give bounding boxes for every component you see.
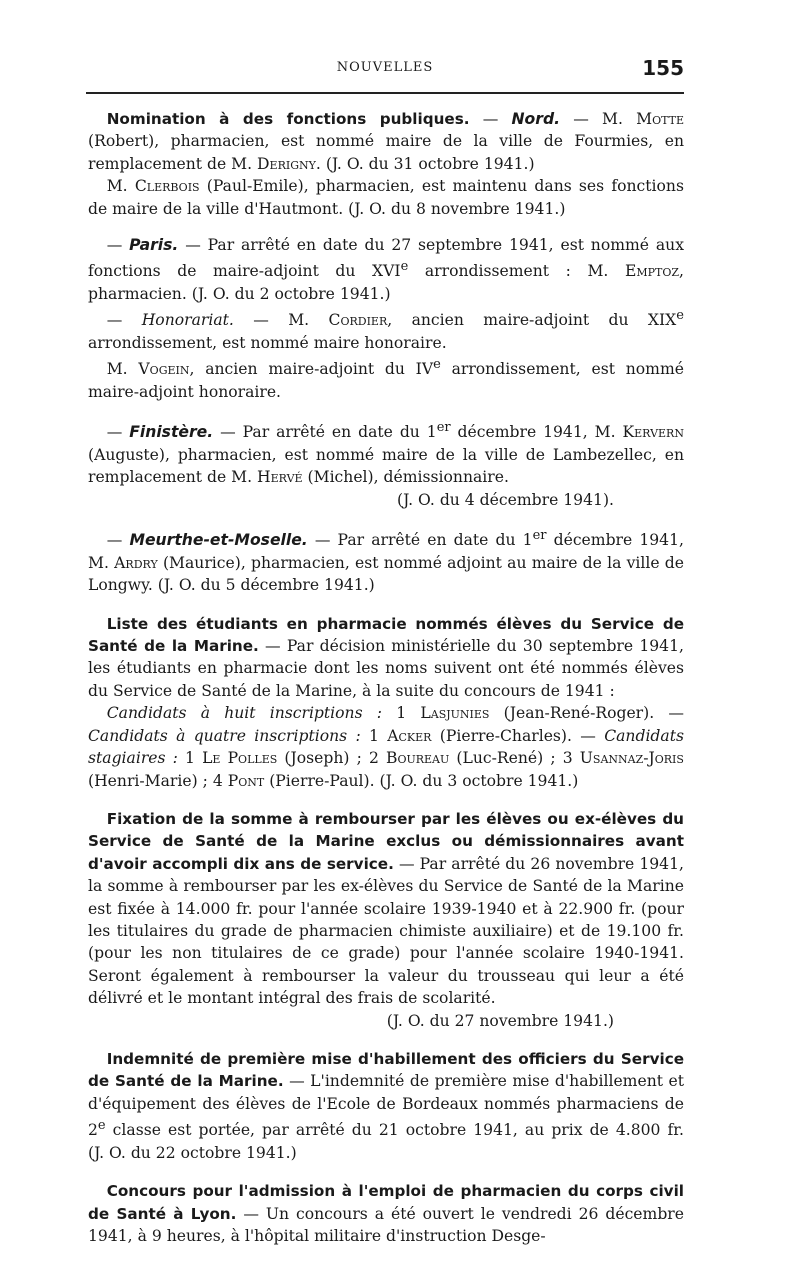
official-journal-ref: (J. O. du 5 décembre 1941.)	[157, 576, 375, 595]
category-label: Candidats stagiaires :	[88, 726, 684, 768]
person-name: Pont	[227, 771, 265, 790]
concours-heading: Concours pour l'admission à l'emploi de pharmacien du corps civil de Santé à Lyon.	[88, 1182, 684, 1223]
official-journal-ref: (J. O. du 27 novembre 1941.)	[386, 1011, 614, 1030]
finistere-paragraph: — Finistère. — Par arrêté en date du 1er décembre 1941, M. Kervern (Auguste), pharmacien, est nommé maire de la ville de Lambezellec, en remplacement de M. Hervé (Michel), démissionnaire. (J. O. du 4 décembre 1941).	[88, 417, 684, 511]
indemnite-paragraph: Indemnité de première mise d'habillement des officiers du Service de Santé de la Marine. — L'indemnité de première mise d'habillement et d'équipement des élèves de l'Ecole de Bordeaux nommés pharmaciens de 2e classe est portée, par arrêté du 21 octobre 1941, au prix de 4.800 fr. (J. O. du 22 octobre 1941.)	[88, 1049, 684, 1162]
nomination-heading: Nomination à des fonctions publiques.	[106, 110, 470, 128]
fixation-heading: Fixation de la somme à rembourser par les élèves ou ex-élèves du Service de Santé de la Marine exclus ou démissionnaires avant d'avoir accompli dix ans de service.	[88, 809, 684, 873]
etudiants-heading: Liste des étudiants en pharmacie nommés élèves du Service de Santé de la Marine.	[88, 614, 684, 656]
region-finistere: Finistère.	[129, 423, 214, 442]
indemnite-heading: Indemnité de première mise d'habillement des officiers du Service de Santé de la Marine.	[88, 1049, 684, 1091]
person-name: Boureau	[386, 749, 450, 768]
paris-paragraph: — Paris. — Par arrêté en date du 27 septembre 1941, est nommé aux fonctions de maire-adjoint du XVIe arrondissement : M. Emptoz, pharmacien. (J. O. du 2 octobre 1941.)	[88, 236, 684, 304]
honorariat-label: Honorariat.	[141, 311, 234, 330]
official-journal-ref: (J. O. du 2 octobre 1941.)	[191, 285, 391, 304]
person-name: Ardry	[114, 553, 158, 572]
person-name: Kervern	[622, 423, 684, 442]
official-journal-ref: (J. O. du 3 octobre 1941.)	[379, 771, 579, 790]
person-name: Motte	[636, 110, 685, 128]
concours-paragraph: Concours pour l'admission à l'emploi de pharmacien du corps civil de Santé à Lyon. — Un concours a été ouvert le vendredi 26 décembre 1941, à 9 heures, à l'hôpital militaire d'instruction Desge-	[88, 1182, 684, 1245]
honorariat-paragraph: — Honorariat. — M. Cordier, ancien maire-adjoint du XIXe arrondissement, est nommé maire honoraire.	[88, 308, 684, 353]
nomination-hautmont-paragraph: M. Clerbois (Paul-Emile), pharmacien, est maintenu dans ses fonctions de maire de la ville d'Hautmont. (J. O. du 8 novembre 1941.)	[88, 177, 684, 218]
etudiants-paragraph: Liste des étudiants en pharmacie nommés élèves du Service de Santé de la Marine. — Par décision ministérielle du 30 septembre 1941, les étudiants en pharmacie dont les noms suivent ont été nommés élèves du Service de Santé de la Marine, à la suite du concours de 1941 :	[88, 614, 684, 700]
nomination-nord-paragraph: Nomination à des fonctions publiques. — Nord. — M. Motte (Robert), pharmacien, est nommé maire de la ville de Fourmies, en remplacement de M. Derigny. (J. O. du 31 octobre 1941.)	[88, 110, 685, 173]
person-name: Hervé	[257, 468, 303, 487]
meurthe-paragraph: — Meurthe-et-Moselle. — Par arrêté en date du 1er décembre 1941, M. Ardry (Maurice), pharmacien, est nommé adjoint au maire de la ville de Longwy. (J. O. du 5 décembre 1941.)	[88, 528, 684, 595]
official-journal-ref: (J. O. du 31 octobre 1941.)	[325, 154, 535, 173]
fixation-paragraph: Fixation de la somme à rembourser par les élèves ou ex-élèves du Service de Santé de la Marine exclus ou démissionnaires avant d'avoir accompli dix ans de service. — Par arrêté du 26 novembre 1941, la somme à rembourser par les ex-élèves du Service de Santé de la Marine est fixée à 14.000 fr. pour l'année scolaire 1939-1940 et à 22.900 fr. (pour les titulaires du grade de pharmacien chimiste auxiliaire) et de 19.100 fr. (pour les non titulaires de ce grade) pour l'année scolaire 1940-1941. Seront également à rembourser la valeur du trousseau qui leur a été délivré et le montant intégral des frais de scolarité. (J. O. du 27 novembre 1941.)	[88, 808, 684, 1032]
page-body	[88, 108, 684, 1247]
candidats-paragraph: Candidats à huit inscriptions : 1 Lasjunies (Jean-René-Roger). — Candidats à quatre inscriptions : 1 Acker (Pierre-Charles). — Candidats stagiaires : 1 Le Polles (Joseph) ; 2 Boureau (Luc-René) ; 3 Usannaz-Joris (Henri-Marie) ; 4 Pont (Pierre-Paul). (J. O. du 3 octobre 1941.)	[88, 704, 684, 790]
person-name: Cordier,	[328, 311, 393, 330]
person-name: Clerbois	[134, 177, 200, 196]
region-nord: Nord.	[511, 110, 561, 128]
person-name: Usannaz-Joris	[579, 749, 684, 768]
official-journal-ref: (J. O. du 8 novembre 1941.)	[348, 199, 566, 218]
person-name: Emptoz,	[624, 262, 684, 281]
person-name: Le Polles	[202, 749, 278, 768]
header-rule	[86, 92, 684, 94]
person-name: Lasjunies	[420, 704, 490, 723]
person-name: Derigny.	[257, 154, 321, 173]
category-label: Candidats à huit inscriptions :	[106, 704, 383, 723]
region-meurthe: Meurthe-et-Moselle.	[129, 531, 308, 550]
person-name: Vogein,	[138, 360, 195, 379]
running-title: NOUVELLES	[336, 60, 434, 75]
page-header	[86, 56, 684, 82]
vogein-paragraph: M. Vogein, ancien maire-adjoint du IVe arrondissement, est nommé maire-adjoint honoraire.	[88, 357, 684, 402]
official-journal-ref: (J. O. du 22 octobre 1941.)	[88, 1143, 297, 1162]
page-number: 155	[642, 56, 684, 80]
person-name: Acker	[387, 726, 432, 745]
category-label: Candidats à quatre inscriptions :	[88, 726, 361, 745]
region-paris: Paris.	[129, 236, 179, 255]
official-journal-ref: (J. O. du 4 décembre 1941).	[397, 490, 614, 509]
